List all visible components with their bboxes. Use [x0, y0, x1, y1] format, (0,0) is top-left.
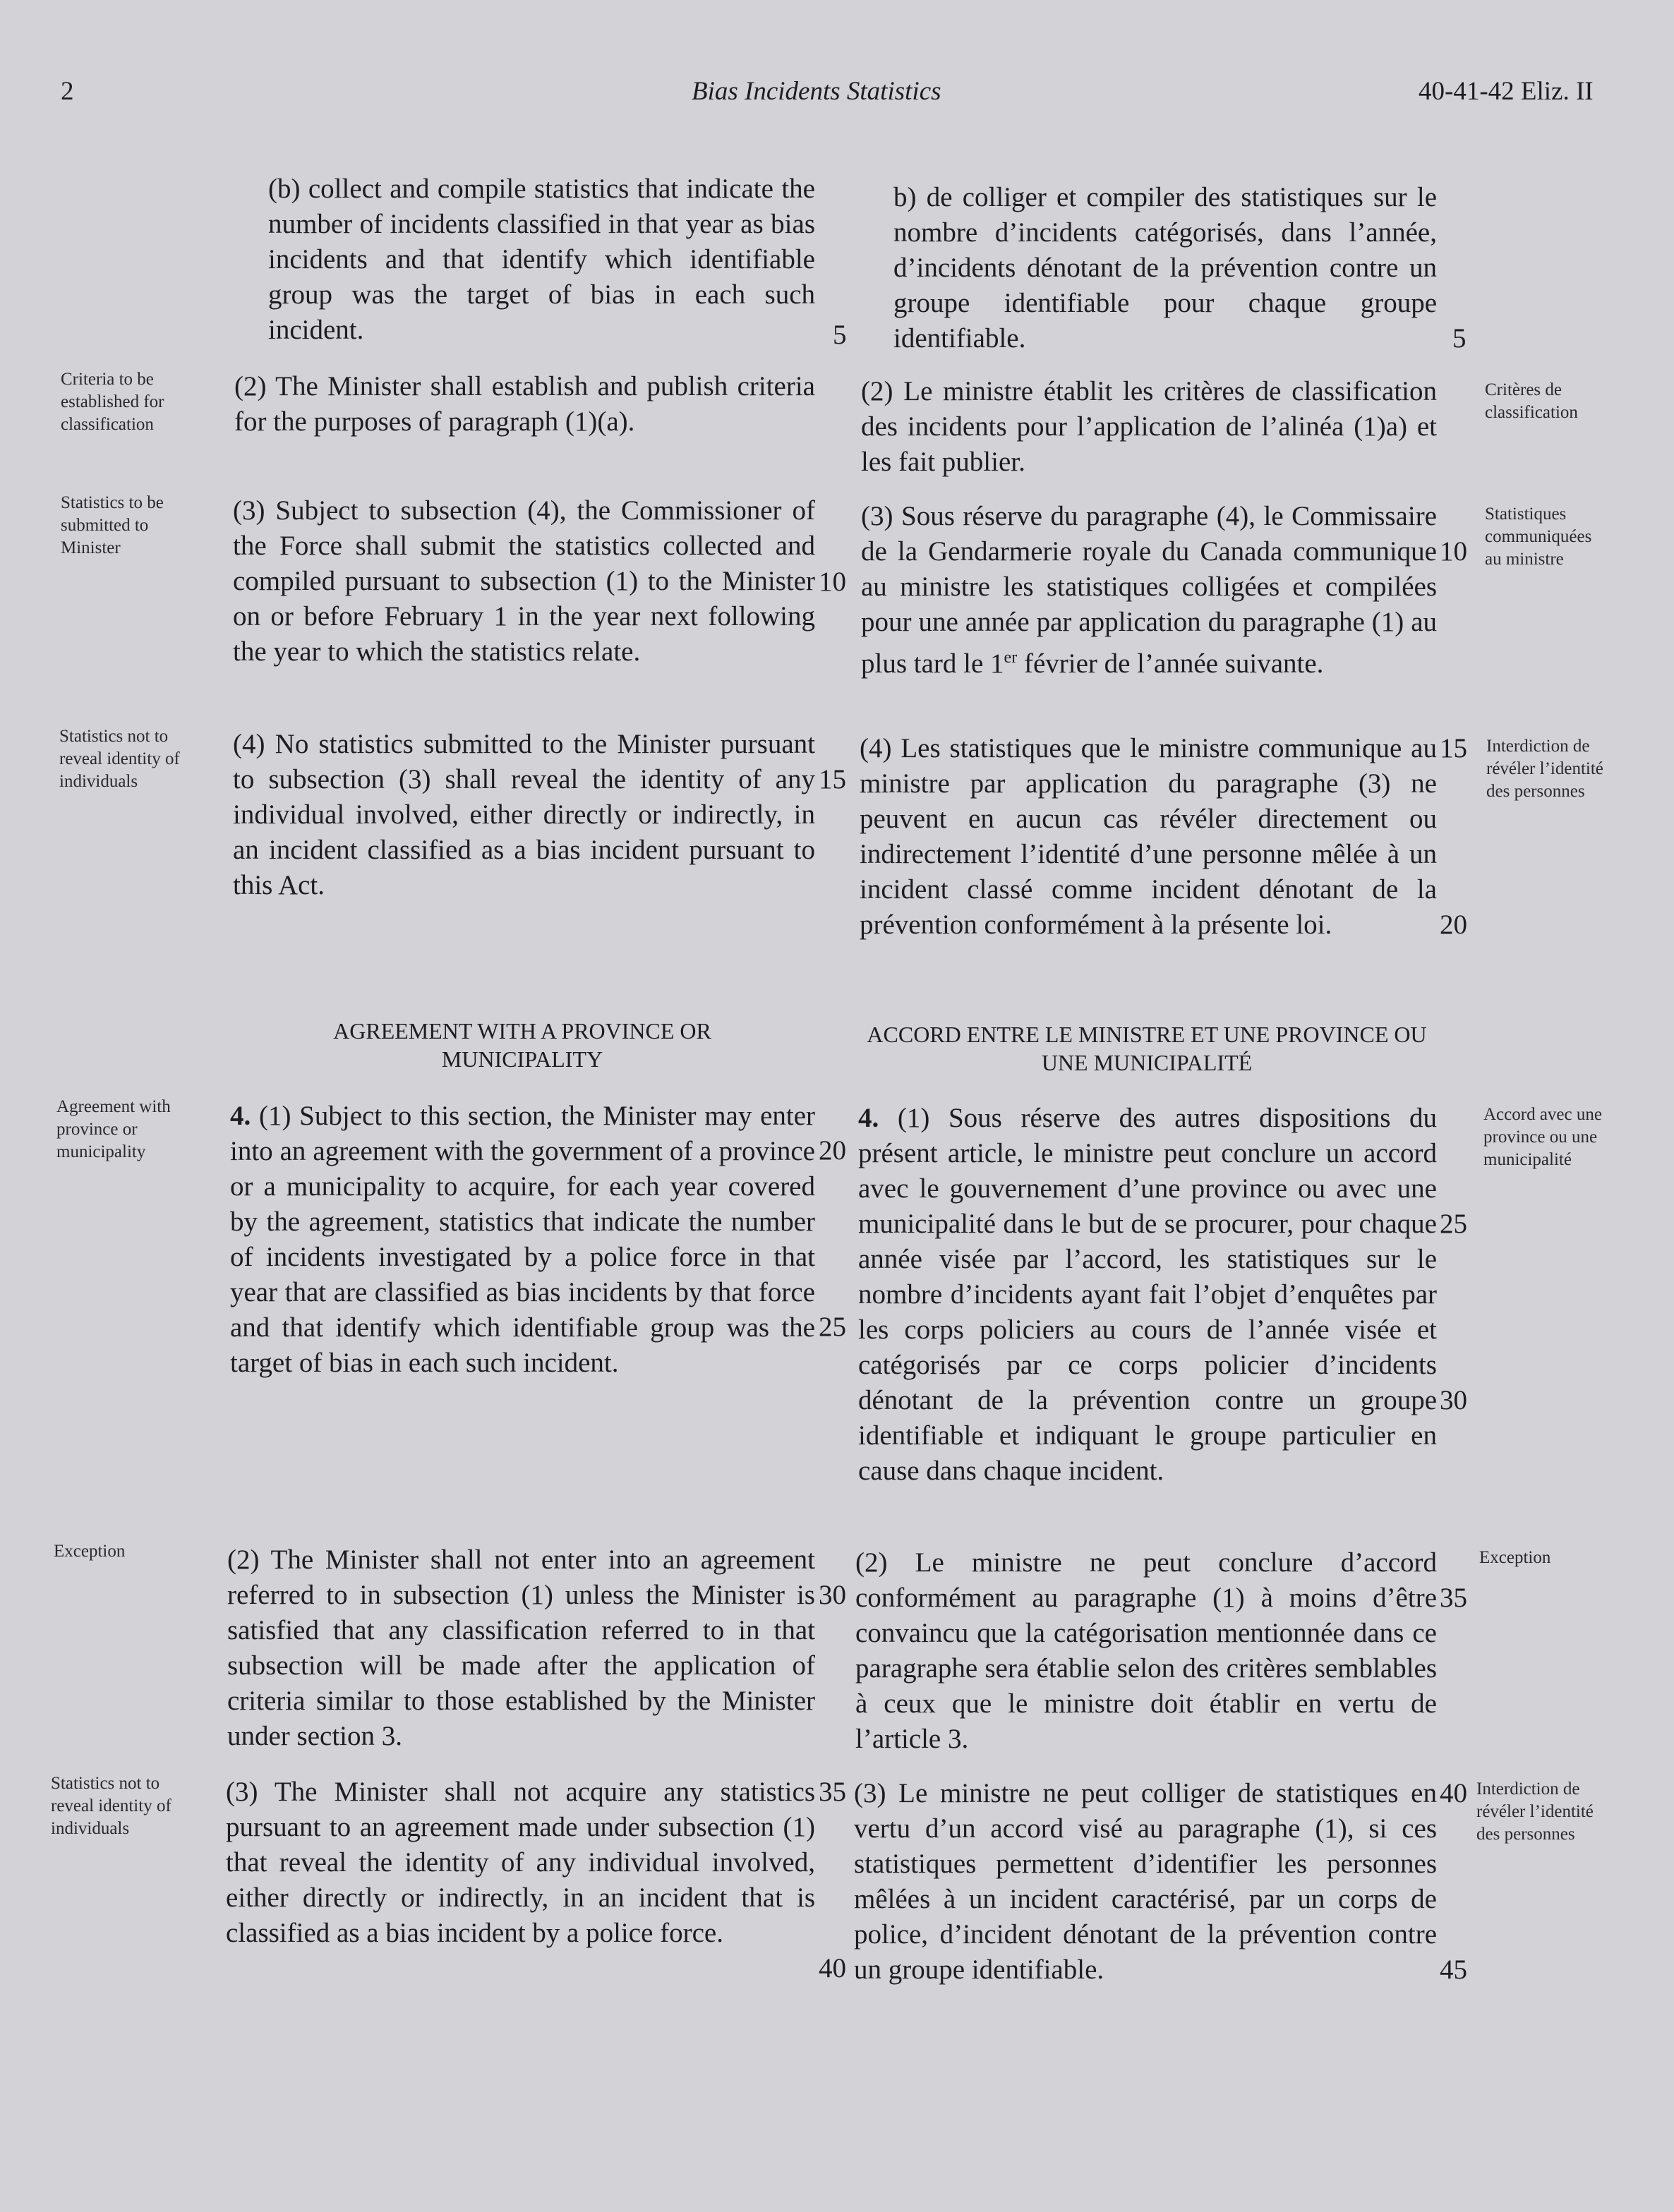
fr-subsection-4: (4) Les statistiques que le ministre communique au ministre par application du paragraphe (3) ne peuvent en aucun cas révéler directement ou indirectement l’identité d’une personne mêlée à un incident classé comme incident dénotant de la prévention conformément à la présente loi. — [860, 733, 1437, 940]
fr-section-4-2: (2) Le ministre ne peut conclure d’accord conformément au paragraphe (1) à moins d’être convaincu que la catégorisation mentionnée dans ce paragraphe sera établie selon des critères semblables à ceux que le ministre doit établir en vertu de l’article 3. — [855, 1547, 1437, 1754]
en-line-number: 35 — [819, 1777, 846, 1807]
fr-line-number: 30 — [1440, 1385, 1467, 1415]
en-subsection-3: (3) Subject to subsection (4), the Commissioner of the Force shall submit the statistics collected and compiled pursuant to subsection (1) to the Minister on or before February 1 in the year next following the year to which the statistics relate. — [233, 495, 815, 667]
en-line-number: 15 — [819, 764, 846, 794]
page-number: 2 — [61, 77, 74, 106]
fr-line-number: 5 — [1452, 323, 1467, 353]
en-subsection-4: (4) No statistics submitted to the Minister pursuant to subsection (3) shall reveal the identity of any individual involved, either directly or indirectly, in an incident classified as a bias incident pursuant to this Act. — [233, 729, 815, 900]
en-subsection-2: (2) The Minister shall establish and publish criteria for the purposes of paragraph (1)(a). — [234, 371, 815, 437]
fr-subsection-3: (3) Sous réserve du paragraphe (4), le Commissaire de la Gendarmerie royale du Canada communique au ministre les statistiques colligées et compilées pour une année par application du paragraphe (1) au plus tard le 1er février de l’année suivante. — [861, 501, 1437, 679]
fr-line-number: 45 — [1440, 1954, 1467, 1985]
en-line-number: 10 — [819, 567, 846, 597]
en-section-4-2: (2) The Minister shall not enter into an agreement referred to in subsection (1) unless the Minister is satisfied that any classification referred to in that subsection will be made after the application of criteria similar to those established by the Minister under section 3. — [227, 1545, 815, 1751]
fr-line-number: 25 — [1440, 1209, 1467, 1239]
session-label: 40-41-42 Eliz. II — [1419, 77, 1594, 106]
fr-line-number: 20 — [1440, 909, 1467, 940]
en-section-4-1 — [230, 1099, 815, 1381]
en-line-number: 20 — [819, 1135, 846, 1166]
en-line-number: 30 — [819, 1580, 846, 1610]
en-section-4-1-text: (1) Subject to this section, the Minister may enter into an agreement with the government of a province or a municipality to acquire, for each year covered by the agreement, statistics that indicate the number of incidents investigated by a police force in that year that are classified as bias incidents by that force and that identify which identifiable group was the target of bias in each such incident. — [230, 1101, 816, 1378]
en-section-number: 4. — [230, 1101, 251, 1131]
en-line-number: 5 — [833, 320, 847, 350]
fr-section-4-3: (3) Le ministre ne peut colliger de statistiques en vertu d’un accord visé au paragraphe (1), si ces statistiques permettent d’identifier les personnes mêlées à un incident caractérisé, par un corps de police, d’incident dénotant de la prévention contre un groupe identifiable. — [854, 1778, 1437, 1985]
fr-line-number: 40 — [1440, 1778, 1467, 1808]
fr-subsection-2: (2) Le ministre établit les critères de classification des incidents pour l’application de l’alinéa (1)a) et les fait publier. — [861, 376, 1437, 477]
en-line-number: 25 — [819, 1312, 846, 1342]
en-marginal-note: Statistics not to reveal identity of individuals — [59, 727, 180, 791]
en-section-4-3: (3) The Minister shall not acquire any statistics pursuant to an agreement made under subsection (1) that reveal the identity of any individual involved, either directly or indirectly, in an incident that is classified as a bias incident by a police force. — [226, 1777, 815, 1948]
fr-marginal-note: Interdiction de révéler l’identité des personnes — [1476, 1779, 1594, 1844]
fr-section-4-1 — [858, 1101, 1437, 1489]
en-marginal-note: Exception — [54, 1542, 126, 1561]
fr-marginal-note: Critères de classification — [1485, 380, 1578, 422]
en-paragraph-1b: (b) collect and compile statistics that indicate the number of incidents classified in that year as bias incidents and that identify which identifiable group was the target of bias in each such incident. — [268, 174, 815, 345]
en-marginal-note: Criteria to be established for classification — [61, 370, 164, 434]
fr-marginal-note: Accord avec une province ou une municipalité — [1483, 1105, 1602, 1169]
fr-marginal-note: Interdiction de révéler l’identité des personnes — [1486, 737, 1603, 801]
en-line-number: 40 — [819, 1953, 846, 1983]
fr-marginal-note: Exception — [1479, 1548, 1551, 1567]
en-marginal-note: Agreement with province or municipality — [56, 1097, 171, 1161]
fr-marginal-note: Statistiques communiquées au ministre — [1485, 504, 1592, 569]
fr-line-number: 35 — [1440, 1583, 1467, 1613]
en-marginal-note: Statistics to be submitted to Minister — [61, 493, 164, 557]
fr-section-4-1-text: (1) Sous réserve des autres dispositions du présent article, le ministre peut conclure un accord avec le gouvernement d’une province ou avec une municipalité dans le but de se procurer, pour chaque année visée par l’accord, les statistiques sur le nombre d’incidents ayant fait l’objet d’enquêtes par les corps policiers au cours de l’année visée et catégorisés par ce corps policier d’incidents dénotant de la prévention contre un groupe identifiable et indiquant le groupe particulier en cause dans chaque incident. — [858, 1103, 1438, 1486]
en-marginal-note: Statistics not to reveal identity of individuals — [51, 1774, 171, 1838]
running-title: Bias Incidents Statistics — [692, 77, 941, 106]
fr-section-number: 4. — [858, 1103, 879, 1133]
fr-section-heading: ACCORD ENTRE LE MINISTRE ET UNE PROVINCE OU UNE MUNICIPALITÉ — [867, 1022, 1427, 1075]
en-section-heading: AGREEMENT WITH A PROVINCE OR MUNICIPALITY — [333, 1018, 711, 1072]
fr-paragraph-1b: b) de colliger et compiler des statistiques sur le nombre d’incidents catégorisés, dans l’année, d’incidents dénotant de la prévention contre un groupe identifiable pour chaque groupe identifiable. — [893, 182, 1437, 353]
fr-line-number: 15 — [1440, 733, 1467, 763]
fr-line-number: 10 — [1440, 536, 1467, 567]
